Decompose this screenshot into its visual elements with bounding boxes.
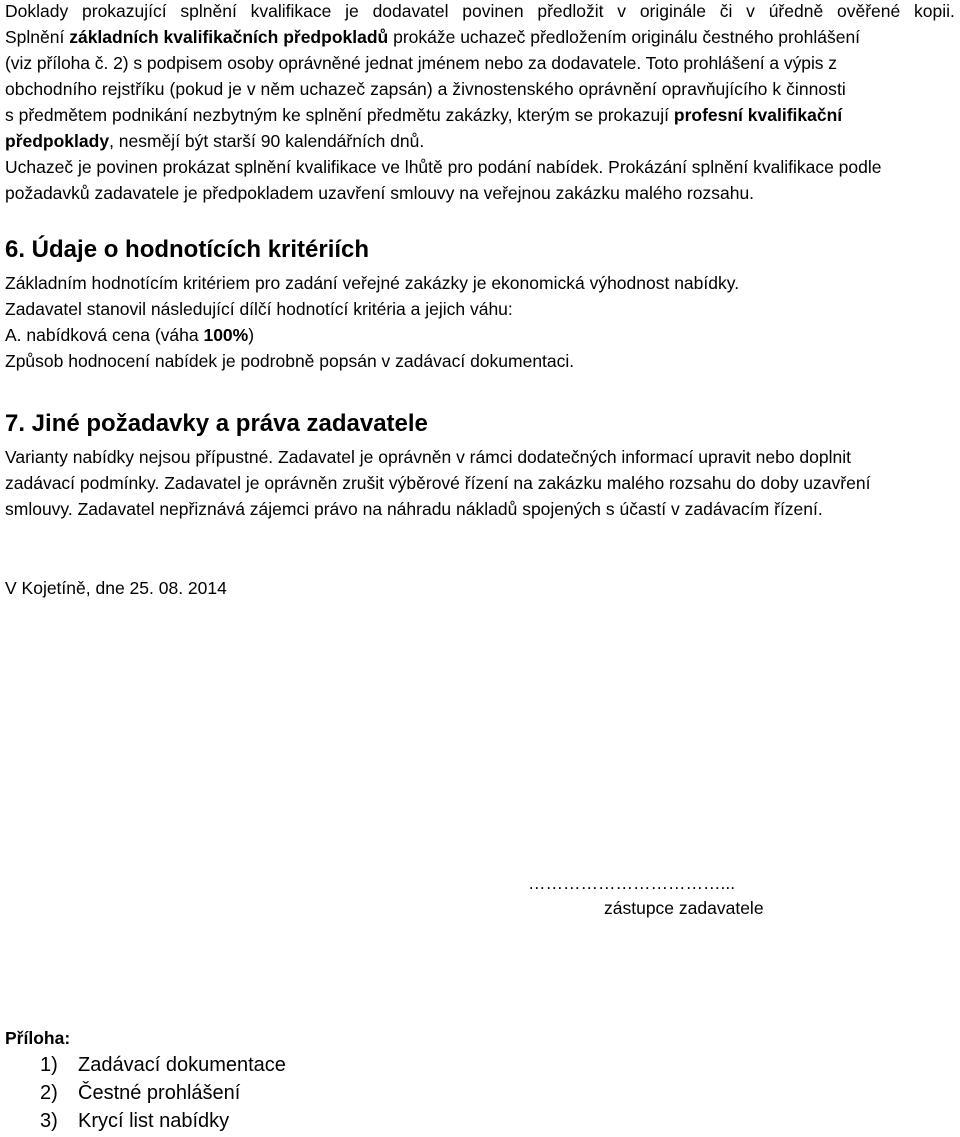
word: prokazující bbox=[82, 1, 167, 21]
word: v bbox=[617, 1, 627, 21]
section6-line4: Způsob hodnocení nabídek je podrobně popsán v zadávací dokumentaci. bbox=[5, 351, 575, 371]
signature-role: zástupce zadavatele bbox=[604, 898, 764, 918]
para1-line5: s předmětem podnikání nezbytným ke splnění předmětu zakázky, kterým se prokazují profesní kvalifikační bbox=[5, 105, 843, 125]
place-date: V Kojetíně, dne 25. 08. 2014 bbox=[5, 578, 227, 598]
attachment-item bbox=[40, 1081, 240, 1105]
para1-line8: požadavků zadavatele je předpokladem uzavření smlouvy na veřejnou zakázku malého rozsahu. bbox=[5, 183, 755, 203]
section7-heading: 7. Jiné požadavky a práva zadavatele bbox=[5, 410, 428, 437]
attachment-item bbox=[40, 1053, 286, 1077]
word: úředně bbox=[768, 1, 824, 21]
para1-line2: Splnění základních kvalifikačních předpokladů prokáže uchazeč předložením originálu čestného prohlášení bbox=[5, 27, 861, 47]
section7-line2: zadávací podmínky. Zadavatel je oprávněn zrušit výběrové řízení na zakázku malého rozsahu do doby uzavření bbox=[5, 473, 871, 493]
para1-line6: předpoklady, nesmějí být starší 90 kalendářních dnů. bbox=[5, 131, 425, 151]
para1-line7: Uchazeč je povinen prokázat splnění kvalifikace ve lhůtě pro podání nabídek. Prokázání splnění kvalifikace podle bbox=[5, 157, 882, 177]
attachment-item bbox=[40, 1109, 229, 1133]
section6-line1: Základním hodnotícím kritériem pro zadání veřejné zakázky je ekonomická výhodnost nabídky. bbox=[5, 273, 740, 293]
attachment-number: 2) bbox=[40, 1082, 58, 1104]
section6-heading: 6. Údaje o hodnotících kritériích bbox=[5, 236, 370, 263]
attachment-label: Čestné prohlášení bbox=[78, 1082, 241, 1104]
word: v bbox=[746, 1, 755, 21]
attachment-number: 3) bbox=[40, 1110, 58, 1132]
para1-line3: (viz příloha č. 2) s podpisem osoby oprávněné jednat jménem nebo za dodavatele. Toto prohlášení a výpis z bbox=[5, 53, 837, 73]
word: originále bbox=[639, 1, 706, 21]
word: ověřené bbox=[836, 1, 901, 21]
attachments-heading: Příloha: bbox=[5, 1028, 71, 1048]
attachment-label: Krycí list nabídky bbox=[78, 1110, 230, 1132]
word: je bbox=[345, 1, 359, 21]
word: dodavatel bbox=[372, 1, 449, 21]
section6-line2: Zadavatel stanovil následující dílčí hodnotící kritéria a jejich váhu: bbox=[5, 299, 513, 319]
word: kopii. bbox=[914, 1, 955, 21]
word: či bbox=[719, 1, 733, 21]
section7-line3: smlouvy. Zadavatel nepřiznává zájemci právo na náhradu nákladů spojených s účastí v zadávacím řízení. bbox=[5, 499, 823, 519]
signature-line: ……………………………... bbox=[528, 873, 736, 893]
attachment-number: 1) bbox=[40, 1054, 58, 1076]
attachment-label: Zadávací dokumentace bbox=[78, 1054, 286, 1076]
section7-line1: Varianty nabídky nejsou přípustné. Zadavatel je oprávněn v rámci dodatečných informací upravit nebo doplnit bbox=[5, 447, 851, 467]
section6-line3: A. nabídková cena (váha 100%) bbox=[5, 325, 255, 345]
word: Doklady bbox=[5, 1, 69, 21]
para1-line4: obchodního rejstříku (pokud je v něm uchazeč zapsán) a živnostenského oprávnění opravňujícího k činnosti bbox=[5, 79, 846, 99]
word: předložit bbox=[537, 1, 604, 21]
para1-line1 bbox=[5, 0, 955, 22]
word: splnění bbox=[180, 1, 237, 21]
word: povinen bbox=[462, 1, 524, 21]
word: kvalifikace bbox=[250, 1, 332, 21]
